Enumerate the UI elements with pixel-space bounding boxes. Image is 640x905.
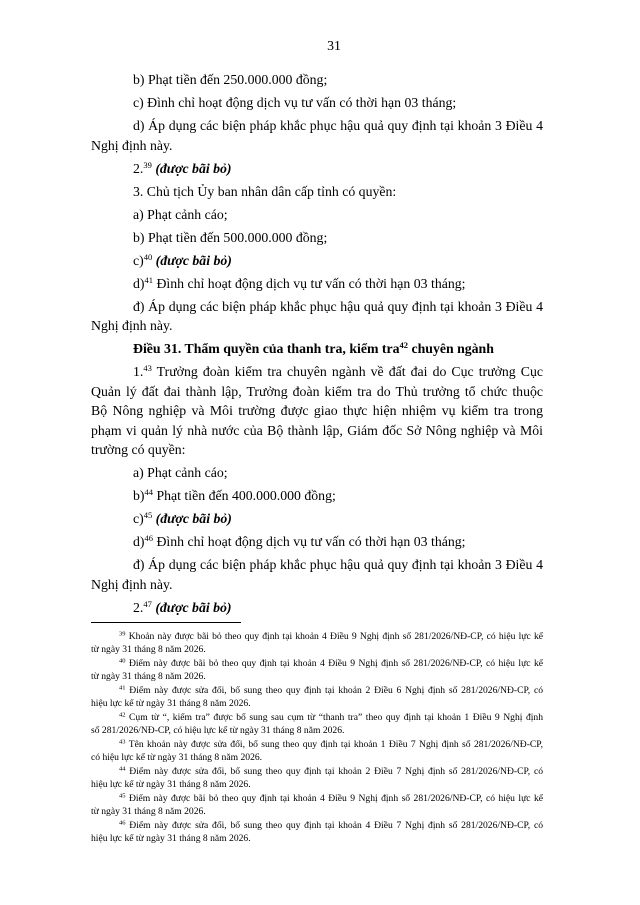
footnote-ref: 40 xyxy=(143,252,153,262)
art30-clause2-repealed xyxy=(133,159,543,178)
item-label: d) xyxy=(133,534,145,549)
item-label: c) xyxy=(133,511,144,526)
footnote-text: Cụm từ “, kiểm tra” được bổ sung sau cụm từ “thanh tra” theo quy định tại khoản 1 Điều 9 Nghị định xyxy=(129,712,543,723)
art30-clause3-lead: 3. Chủ tịch Ủy ban nhân dân cấp tỉnh có quyền: xyxy=(133,184,397,199)
footnote-41-line2: hiệu lực kể từ ngày 31 tháng 8 năm 2026. xyxy=(91,698,251,709)
footnote-text: Điểm này được sửa đổi, bổ sung theo quy định tại khoản 2 Điều 6 Nghị định số 281/2026/NĐ-CP, có xyxy=(129,685,544,696)
footnote-text: Khoản này được bãi bỏ theo quy định tại khoản 4 Điều 9 Nghị định số 281/2026/NĐ-CP, có hiệu lực kể xyxy=(128,631,543,642)
art31-clause1-line3: Bộ Nông nghiệp và Môi trường được giao thực hiện nhiệm vụ kiểm tra trong xyxy=(91,403,543,418)
footnote-44-line1 xyxy=(119,765,543,778)
heading-text: Điều 31. Thẩm quyền của thanh tra, kiểm tra xyxy=(133,341,400,356)
art30-clause2-item-d-line1: d) Áp dụng các biện pháp khắc phục hậu quả quy định tại khoản 3 Điều 4 xyxy=(133,118,543,133)
footnote-ref: 44 xyxy=(144,487,153,497)
item-text: Đình chỉ hoạt động dịch vụ tư vấn có thời hạn 03 tháng; xyxy=(156,534,466,549)
footnote-44-line2: hiệu lực kể từ ngày 31 tháng 8 năm 2026. xyxy=(91,779,251,790)
art31-clause1-line5: trường có quyền: xyxy=(91,442,186,457)
art31-clause1-item-b xyxy=(133,486,543,505)
heading-text-after: chuyên ngành xyxy=(411,341,494,356)
footnote-39-line2: từ ngày 31 tháng 8 năm 2026. xyxy=(91,644,206,655)
clause-number: 1. xyxy=(133,364,144,379)
footnote-ref: 42 xyxy=(399,340,409,350)
footnote-ref: 46 xyxy=(144,533,153,543)
footnote-number: 46 xyxy=(119,819,126,827)
footnote-42-line1 xyxy=(119,711,543,724)
art31-clause1-item-d xyxy=(133,532,543,551)
item-label: d) xyxy=(133,276,145,291)
clause-number: 2. xyxy=(133,161,144,176)
footnote-45-line1 xyxy=(119,792,543,805)
footnote-ref: 45 xyxy=(143,510,153,520)
footnote-number: 42 xyxy=(119,711,126,719)
art31-clause1-line4: phạm vi quản lý nhà nước của Bộ thành lập, Giám đốc Sở Nông nghiệp và Môi xyxy=(91,423,543,438)
art30-clause2-item-b: b) Phạt tiền đến 250.000.000 đồng; xyxy=(133,72,328,87)
art31-clause1-line1 xyxy=(133,362,543,381)
art30-clause3-item-a: a) Phạt cảnh cáo; xyxy=(133,207,228,222)
footnote-39-line1 xyxy=(119,630,543,643)
item-label: b) xyxy=(133,488,145,503)
repealed-note: (được bãi bỏ) xyxy=(155,253,232,268)
repealed-note: (được bãi bỏ) xyxy=(155,511,232,526)
repealed-note: (được bãi bỏ) xyxy=(155,600,232,615)
item-label: c) xyxy=(133,253,144,268)
art31-clause1-item-a: a) Phạt cảnh cáo; xyxy=(133,465,228,480)
art31-clause1-line2: Quản lý đất đai thành lập, Trưởng đoàn kiểm tra do Thủ trưởng tổ chức thuộc xyxy=(91,384,543,399)
art30-clause3-item-dd-line2: Nghị định này. xyxy=(91,318,173,333)
footnote-number: 40 xyxy=(119,657,126,665)
footnote-number: 41 xyxy=(119,684,126,692)
footnote-ref: 41 xyxy=(144,275,153,285)
art31-clause1-item-dd-line1: đ) Áp dụng các biện pháp khắc phục hậu quả quy định tại khoản 3 Điều 4 xyxy=(133,557,543,572)
item-text: Phạt tiền đến 400.000.000 đồng; xyxy=(156,488,336,503)
page-number: 31 xyxy=(327,38,341,53)
clause-text: Trưởng đoàn kiểm tra chuyên ngành về đất đai do Cục trưởng Cục xyxy=(156,364,543,379)
art31-clause1-item-dd-line2: Nghị định này. xyxy=(91,577,173,592)
footnote-46-line1 xyxy=(119,819,543,832)
footnote-ref: 39 xyxy=(143,160,152,170)
art30-clause2-item-c: c) Đình chỉ hoạt động dịch vụ tư vấn có thời hạn 03 tháng; xyxy=(133,95,457,110)
footnote-text: Điểm này được bãi bỏ theo quy định tại khoản 4 Điều 9 Nghị định số 281/2026/NĐ-CP, có hiệu lực kể xyxy=(128,658,544,669)
footnote-43-line1 xyxy=(119,738,543,751)
article-31-heading xyxy=(133,339,543,358)
footnote-number: 39 xyxy=(119,630,126,638)
art30-clause3-item-b: b) Phạt tiền đến 500.000.000 đồng; xyxy=(133,230,328,245)
footnote-42-line2: số 281/2026/NĐ-CP, có hiệu lực kể từ ngày 31 tháng 8 năm 2026. xyxy=(91,725,345,736)
repealed-note: (được bãi bỏ) xyxy=(155,161,232,176)
footnote-separator xyxy=(91,622,241,623)
footnote-ref: 47 xyxy=(143,599,152,609)
art30-clause3-item-d xyxy=(133,274,543,293)
art31-clause1-item-c xyxy=(133,509,543,528)
footnote-number: 45 xyxy=(119,792,126,800)
footnote-text: Điểm này được bãi bỏ theo quy định tại khoản 4 Điều 9 Nghị định số 281/2026/NĐ-CP, có hiệu lực kể xyxy=(128,793,544,804)
footnote-text: Điểm này được sửa đổi, bổ sung theo quy định tại khoản 4 Điều 7 Nghị định số 281/2026/NĐ-CP, có xyxy=(129,820,544,831)
art30-clause2-item-d-line2: Nghị định này. xyxy=(91,138,173,153)
footnote-number: 43 xyxy=(119,738,126,746)
footnote-46-line2: hiệu lực kể từ ngày 31 tháng 8 năm 2026. xyxy=(91,833,251,844)
footnote-text: Điểm này được sửa đổi, bổ sung theo quy định tại khoản 2 Điều 7 Nghị định số 281/2026/NĐ-CP, có xyxy=(129,766,544,777)
footnote-45-line2: từ ngày 31 tháng 8 năm 2026. xyxy=(91,806,206,817)
art30-clause3-item-c xyxy=(133,251,543,270)
footnote-41-line1 xyxy=(119,684,543,697)
footnote-40-line2: từ ngày 31 tháng 8 năm 2026. xyxy=(91,671,206,682)
item-text: Đình chỉ hoạt động dịch vụ tư vấn có thời hạn 03 tháng; xyxy=(156,276,466,291)
footnote-ref: 43 xyxy=(143,363,152,373)
art30-clause3-item-dd-line1: đ) Áp dụng các biện pháp khắc phục hậu quả quy định tại khoản 3 Điều 4 xyxy=(133,299,543,314)
clause-number: 2. xyxy=(133,600,144,615)
footnote-text: Tên khoản này được sửa đổi, bổ sung theo quy định tại khoản 1 Điều 7 Nghị định số 281/2026/NĐ-CP, xyxy=(128,739,543,750)
footnote-number: 44 xyxy=(119,765,126,773)
art31-clause2-repealed xyxy=(133,598,543,617)
footnote-43-line2: có hiệu lực kể từ ngày 31 tháng 8 năm 2026. xyxy=(91,752,263,763)
footnote-40-line1 xyxy=(119,657,543,670)
